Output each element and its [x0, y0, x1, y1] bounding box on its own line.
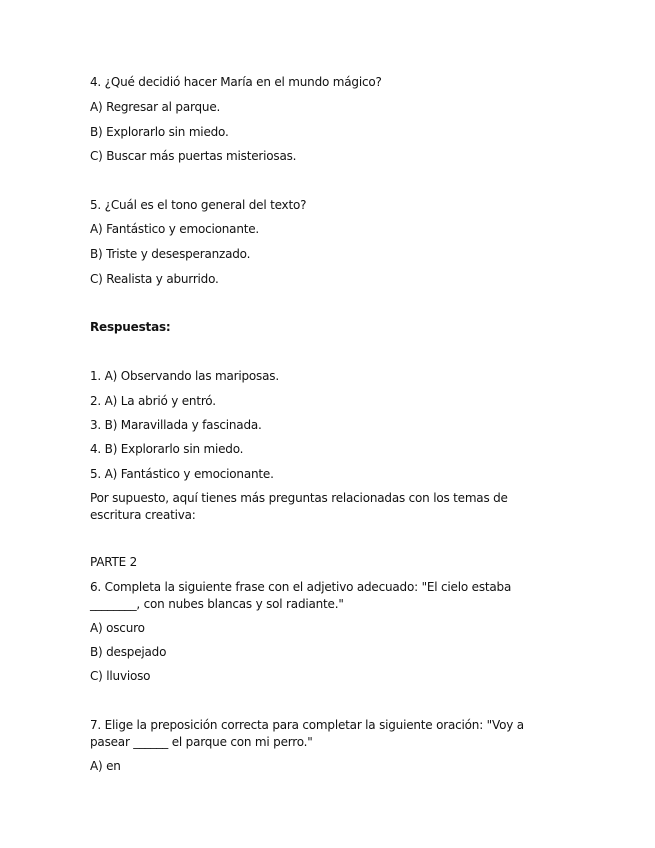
question-5-option-a: A) Fantástico y emocionante.	[90, 222, 260, 236]
question-6: 6. Completa la siguiente frase con el adjetivo adecuado: "El cielo estaba ________, con nubes blancas y sol radiante."	[90, 580, 512, 611]
question-4-option-a: A) Regresar al parque.	[90, 100, 221, 114]
answer-item-5: 5. A) Fantástico y emocionante.	[90, 467, 274, 481]
question-6-option-a: A) oscuro	[90, 621, 145, 635]
answer-item-1: 1. A) Observando las mariposas.	[90, 369, 279, 383]
part-2-heading: PARTE 2	[90, 555, 138, 569]
answers-heading: Respuestas:	[90, 320, 171, 334]
question-5: 5. ¿Cuál es el tono general del texto?	[90, 198, 307, 212]
question-6-option-b: B) despejado	[90, 645, 167, 659]
question-5-option-c: C) Realista y aburrido.	[90, 272, 219, 286]
answer-item-4: 4. B) Explorarlo sin miedo.	[90, 442, 244, 456]
answer-item-2: 2. A) La abrió y entró.	[90, 394, 216, 408]
question-5-option-b: B) Triste y desesperanzado.	[90, 247, 251, 261]
answer-item-3: 3. B) Maravillada y fascinada.	[90, 418, 262, 432]
question-4-option-b: B) Explorarlo sin miedo.	[90, 125, 229, 139]
intro-paragraph: Por supuesto, aquí tienes más preguntas relacionadas con los temas de escritura creativa:	[90, 491, 508, 522]
question-4: 4. ¿Qué decidió hacer María en el mundo mágico?	[90, 75, 382, 89]
question-4-option-c: C) Buscar más puertas misteriosas.	[90, 149, 297, 163]
question-7-option-a: A) en	[90, 759, 121, 773]
question-7: 7. Elige la preposición correcta para completar la siguiente oración: "Voy a pasear ______ el parque con mi perro."	[90, 718, 524, 749]
question-6-option-c: C) lluvioso	[90, 669, 151, 683]
